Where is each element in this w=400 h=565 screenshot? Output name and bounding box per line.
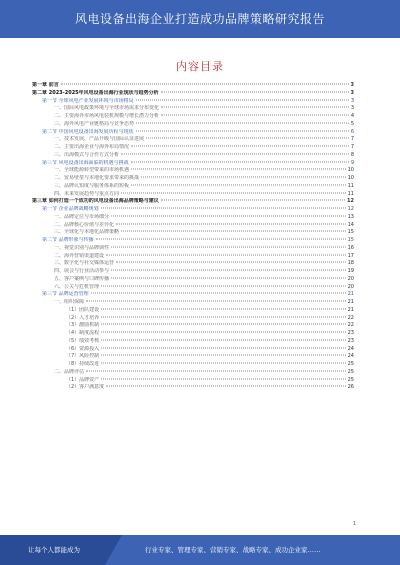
toc-entry[interactable] [32,222,354,230]
toc-entry-label: 第三节 风电设备出海面临的机遇与挑战 [42,159,129,166]
toc-entry-label: 二、主要出海企业与海外布局情况 [54,144,130,150]
toc-entry-page: 24 [347,345,354,352]
toc-entry[interactable] [32,167,354,175]
toc-entry[interactable] [32,229,354,237]
toc-leader-dots [101,363,345,364]
toc-entry-page: 3 [350,89,354,96]
toc-entry-page: 3 [350,97,354,104]
toc-entry-page: 10 [347,175,354,181]
toc-leader-dots [111,215,346,216]
toc-leader-dots [61,84,349,85]
toc-entry-page: 8 [350,151,354,158]
toc-entry-page: 23 [347,337,354,344]
toc-leader-dots [111,270,346,271]
toc-entry-page: 22 [347,322,354,329]
toc-entry-page: 25 [347,361,354,367]
toc-entry-label: （6）资源投入 [66,345,100,352]
toc-leader-dots [161,115,349,116]
toc-entry-label: 六、公关与危机管理 [54,283,100,290]
toc-leader-dots [111,246,346,247]
footer-slogan: 让每个人都能成为 [28,546,80,554]
toc-entry[interactable] [32,361,354,369]
footer-bar [0,535,400,565]
toc-entry-label: （4）制度流程 [66,330,100,336]
toc-entry[interactable] [32,206,354,214]
toc-entry[interactable] [32,260,354,268]
toc-leader-dots [146,138,349,139]
toc-entry[interactable] [32,214,354,222]
toc-entry[interactable] [32,183,354,191]
toc-entry-label: （7）风险控制 [66,353,100,360]
toc-entry-page: 19 [347,268,354,274]
toc-leader-dots [101,332,345,333]
toc-entry-page: 20 [347,283,354,290]
toc-entry-label: 一、国际风电政策环境与全球市场需求分布变化 [54,105,160,112]
toc-entry-label: 二、贸易壁垒与本地化要求带来的挑战 [54,175,140,181]
toc-leader-dots [96,239,346,240]
toc-leader-dots [86,301,346,302]
toc-entry-label: 第三节 品牌运营管理 [42,291,89,298]
toc-entry-label: 第二节 中国风电设备出海发展历程与现状 [42,128,134,135]
toc-entry[interactable] [32,82,354,90]
toc-entry-page: 9 [350,159,354,166]
toc-entry[interactable] [32,129,354,137]
toc-entry-label: 第一节 企业品牌战略规划 [42,206,99,212]
toc-entry[interactable] [32,198,354,206]
toc-leader-dots [161,200,345,201]
toc-entry-label: （2）人才培养 [66,314,100,321]
toc-entry[interactable] [32,377,354,385]
toc-entry-page: 12 [347,198,354,205]
toc-entry-label: （3）激励机制 [66,322,100,329]
toc-entry[interactable] [32,136,354,144]
toc-entry-label: 第二节 品牌形象与传播 [42,237,94,243]
toc-entry[interactable] [32,291,354,299]
toc-entry-label: 二、海外营销渠道建设 [54,252,105,259]
toc-leader-dots [111,277,346,278]
toc-leader-dots [86,370,346,371]
toc-entry-label: 第三章 如何打造一个成功的风电设备出海品牌策略与建议 [32,198,159,205]
toc-entry[interactable] [32,384,354,392]
toc-entry[interactable] [32,307,354,315]
toc-entry-page: 20 [347,275,354,282]
toc-entry-page: 21 [347,306,354,313]
toc-entry-page: 17 [347,252,354,259]
toc-entry-label: （2）客户满意度 [66,384,105,391]
toc-entry[interactable] [32,90,354,98]
toc-entry[interactable] [32,152,354,160]
toc-entry[interactable] [32,284,354,292]
toc-leader-dots [141,177,346,178]
toc-leader-dots [136,122,349,123]
toc-entry-label: 五、客户案例与口碑传播 [54,275,110,282]
report-title: 风电设备出海企业打造成功品牌策略研究报告 [74,12,325,26]
toc-entry[interactable] [32,322,354,330]
toc-leader-dots [101,308,345,309]
toc-leader-dots [131,169,346,170]
toc-entry[interactable] [32,253,354,261]
toc-entry-page: 15 [347,237,354,243]
toc-leader-dots [101,324,345,325]
toc-leader-dots [101,285,346,286]
toc-leader-dots [101,355,345,356]
header-bar [0,0,400,38]
toc-entry-label: （5）绩效考核 [66,337,100,344]
toc-heading: 内容目录 [176,60,224,73]
toc-entry-label: 一、视觉识别与品牌调性 [54,244,110,251]
toc-entry[interactable] [32,98,354,106]
toc-entry-page: 11 [347,182,354,189]
toc-entry[interactable] [32,105,354,113]
toc-leader-dots [136,130,349,131]
toc-leader-dots [131,146,349,147]
toc-entry[interactable] [32,369,354,377]
toc-entry[interactable] [32,346,354,354]
toc-entry-label: 二、品牌评估 [54,368,85,375]
toc-entry-page: 16 [347,244,354,251]
toc-entry-page: 21 [347,299,354,305]
toc-entry-page: 25 [347,376,354,383]
toc-leader-dots [131,184,346,185]
toc-entry-page: 7 [350,136,354,143]
toc-entry[interactable] [32,276,354,284]
toc-entry-page: 14 [347,221,354,228]
toc-entry-page: 4 [350,113,354,119]
toc-entry-label: 三、数字化与社交媒体运营 [54,260,115,267]
toc-leader-dots [106,254,346,255]
toc-entry-label: 三、全球化与本地化品牌策略 [54,229,120,236]
toc-entry-label: 一、品牌定位与市场细分 [54,213,110,220]
toc-leader-dots [121,192,346,193]
toc-entry[interactable] [32,330,354,338]
toc-entry-label: （1）品牌资产 [66,376,100,383]
toc-entry-label: 二、主要海外市场风电装机规模与增长潜力分析 [54,113,160,119]
toc-entry-page: 3 [350,82,354,88]
toc-entry[interactable] [32,245,354,253]
toc-entry-label: 第一章 前言 [32,82,59,88]
toc-entry[interactable] [32,315,354,323]
toc-leader-dots [101,378,345,379]
toc-entry-page: 10 [347,167,354,174]
toc-entry[interactable] [32,121,354,129]
page-number: 1 [352,521,356,527]
toc-entry-page: 13 [347,213,354,220]
toc-leader-dots [116,262,346,263]
toc-entry-page: 26 [347,384,354,391]
toc-entry[interactable] [32,353,354,361]
toc-entry[interactable] [32,338,354,346]
toc-entry-page: 23 [347,330,354,336]
toc-leader-dots [121,153,349,154]
toc-entry-page: 21 [347,291,354,298]
toc-leader-dots [121,231,346,232]
toc-leader-dots [161,107,349,108]
toc-entry-page: 24 [347,353,354,360]
toc-leader-dots [161,91,349,92]
toc-entry[interactable] [32,175,354,183]
toc-entry[interactable] [32,113,354,121]
toc-entry[interactable] [32,268,354,276]
toc-leader-dots [101,316,345,317]
toc-entry[interactable] [32,237,354,245]
toc-entry-label: 二、品牌核心价值与差异化 [54,221,115,228]
toc-leader-dots [101,339,345,340]
toc-entry-label: 三、品牌认知度与服务体系的短板 [54,182,130,189]
footer-roles: 行业专家、管理专家、营销专家、战略专家、成功企业家…… [145,546,321,554]
toc-entry-page: 11 [347,190,354,197]
toc-entry[interactable] [32,144,354,152]
toc-leader-dots [106,386,345,387]
toc-entry-label: 一、全球能源转型带来的市场机遇 [54,167,130,174]
toc-entry-page: 18 [347,260,354,267]
toc-entry-label: （8）持续改进 [66,361,100,367]
toc-entry-page: 3 [350,105,354,112]
toc-entry-label: 三、海外风电产业链格局与竞争态势 [54,120,135,127]
toc-leader-dots [136,99,349,100]
toc-entry[interactable] [32,160,354,168]
toc-entry-page: 7 [350,144,354,150]
table-of-contents [32,82,354,392]
toc-leader-dots [101,208,346,209]
toc-leader-dots [101,347,345,348]
toc-entry-label: 一、技术发展、产品升级与国际认证进展 [54,136,145,143]
toc-entry-label: 第二章 2023-2025年风电设备出海行业现状与趋势分析 [32,89,159,96]
toc-entry-page: 5 [350,120,354,127]
toc-entry-page: 6 [350,128,354,135]
toc-entry-label: （1）团队建设 [66,306,100,313]
toc-leader-dots [116,223,346,224]
toc-entry-label: 一、组织保障 [54,299,85,305]
toc-entry[interactable] [32,299,354,307]
toc-leader-dots [131,161,349,162]
toc-entry-label: 四、展会与行业活动参与 [54,268,110,274]
toc-entry-page: 22 [347,314,354,321]
toc-entry-page: 12 [347,206,354,212]
toc-entry-page: 25 [347,368,354,375]
toc-entry[interactable] [32,191,354,199]
toc-entry-label: 四、未来发展趋势与重点方向 [54,190,120,197]
toc-entry-label: 第一节 全球风电产业发展环境与市场格局 [42,97,134,104]
toc-entry-label: 三、出海模式与合作方式分析 [54,151,120,158]
toc-leader-dots [91,293,346,294]
toc-entry-page: 15 [347,229,354,236]
